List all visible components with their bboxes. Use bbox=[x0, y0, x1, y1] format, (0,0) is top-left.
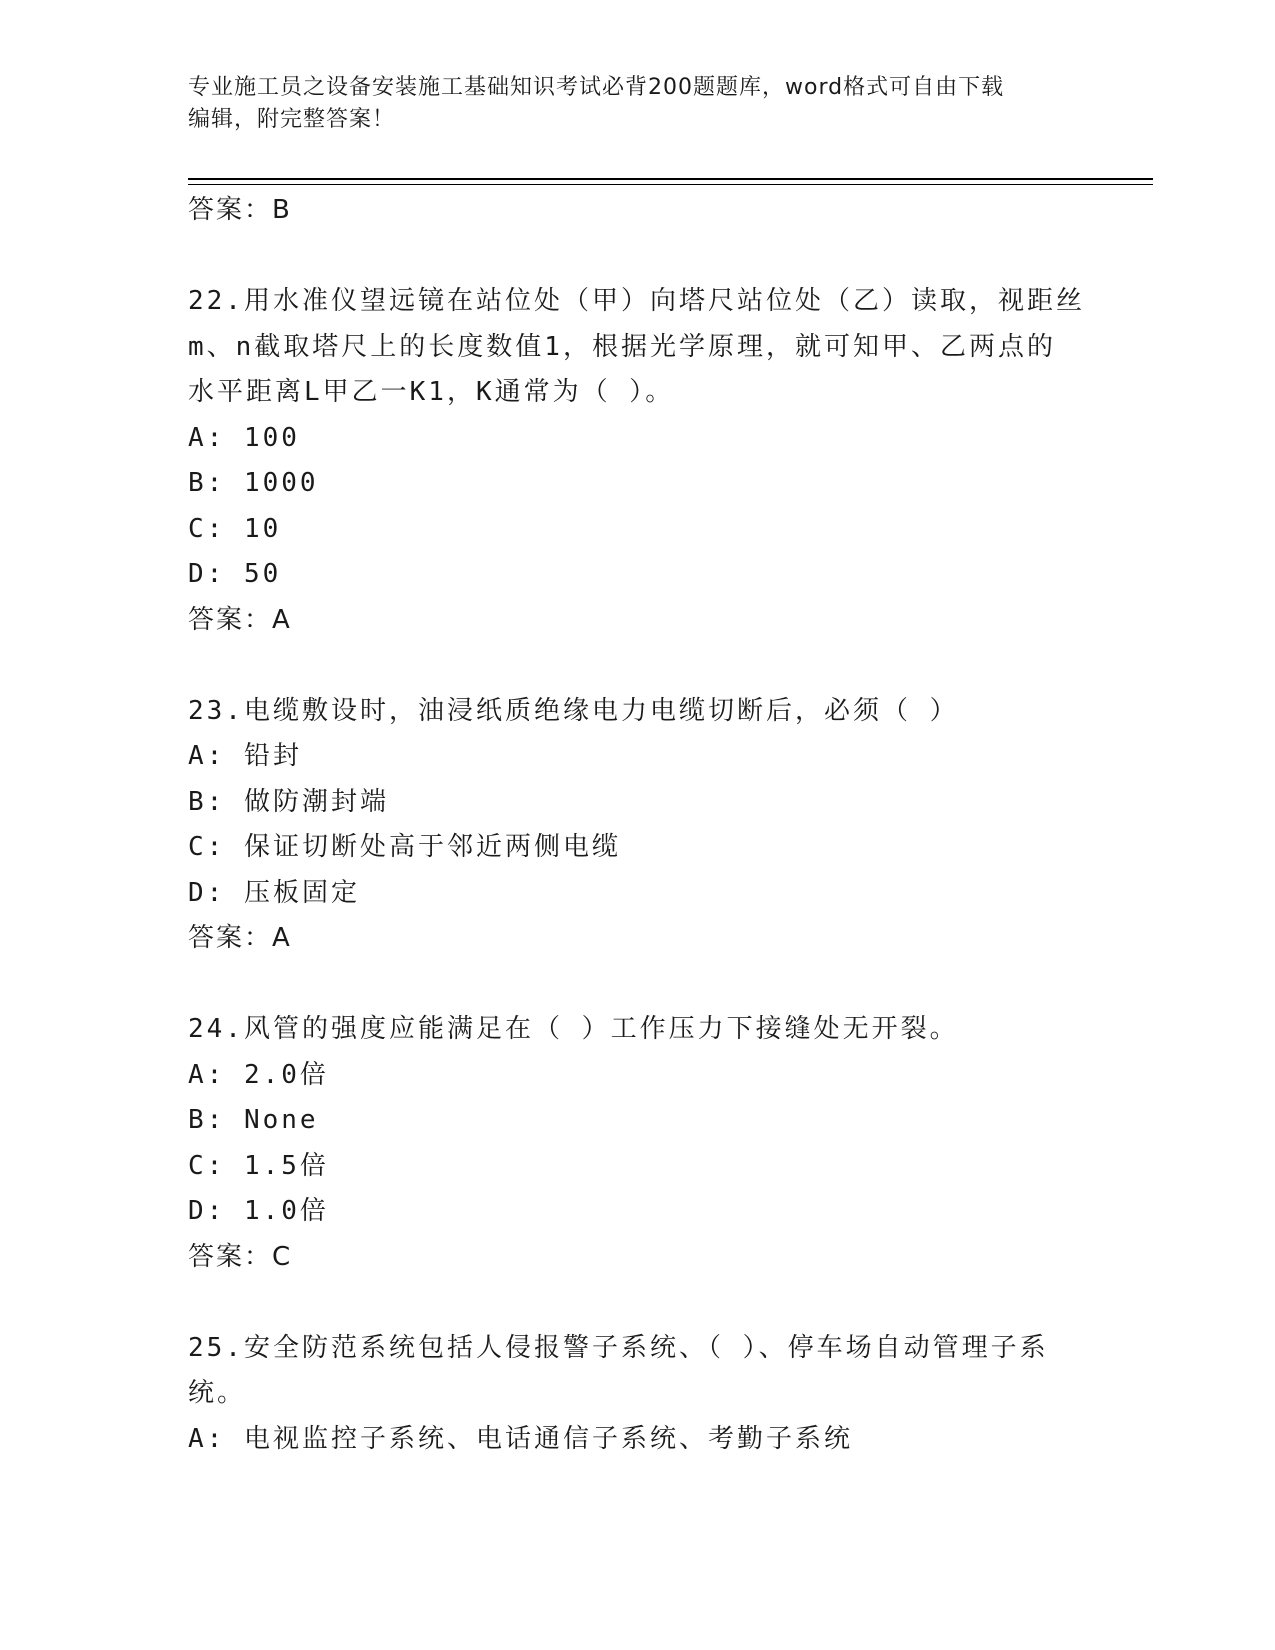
question-text: 统。 bbox=[188, 1378, 247, 1408]
option-a: A: 100 bbox=[188, 422, 300, 453]
header-line-2: 编辑，附完整答案！ bbox=[188, 107, 396, 132]
option-c: C: 保证切断处高于邻近两侧电缆 bbox=[188, 832, 621, 862]
document-header bbox=[188, 72, 1088, 136]
option-b: B: None bbox=[188, 1105, 319, 1135]
question-25 bbox=[188, 1326, 1088, 1463]
question-text: 23.电缆敷设时，油浸纸质绝缘电力电缆切断后，必须（ ） bbox=[188, 695, 959, 726]
question-text: 水平距离L甲乙一K1，K通常为（ ）。 bbox=[188, 377, 675, 407]
question-text: 22.用水准仪望远镜在站位处（甲）向塔尺站位处（乙）读取，视距丝 bbox=[188, 286, 1085, 316]
option-d: D: 压板固定 bbox=[188, 877, 360, 908]
question-22 bbox=[188, 279, 1088, 643]
answer-line: 答案：A bbox=[188, 604, 292, 635]
question-list bbox=[188, 188, 1088, 1462]
header-rule bbox=[188, 178, 1153, 180]
option-c: C: 1.5倍 bbox=[188, 1150, 329, 1181]
option-a: A: 电视监控子系统、电话通信子系统、考勤子系统 bbox=[188, 1423, 853, 1454]
question-text: 25.安全防范系统包括人侵报警子系统、（ ）、停车场自动管理子系 bbox=[188, 1332, 1049, 1363]
question-text: m、n截取塔尺上的长度数值1，根据光学原理，就可知甲、乙两点的 bbox=[188, 331, 1056, 362]
option-b: B: 1000 bbox=[188, 468, 319, 498]
answer-line: 答案：C bbox=[188, 1241, 293, 1272]
spacer bbox=[188, 1280, 1088, 1326]
spacer bbox=[188, 234, 1088, 280]
question-24 bbox=[188, 1007, 1088, 1280]
option-d: D: 50 bbox=[188, 559, 282, 589]
option-b: B: 做防潮封端 bbox=[188, 786, 389, 817]
spacer bbox=[188, 643, 1088, 689]
header-line-1: 专业施工员之设备安装施工基础知识考试必背200题题库，word格式可自由下载 bbox=[188, 75, 1005, 100]
header-rule-thin bbox=[188, 184, 1153, 185]
spacer bbox=[188, 962, 1088, 1008]
question-text: 24.风管的强度应能满足在（ ）工作压力下接缝处无开裂。 bbox=[188, 1014, 959, 1044]
answer-line: 答案：A bbox=[188, 923, 292, 953]
option-c: C: 10 bbox=[188, 513, 282, 544]
option-a: A: 铅封 bbox=[188, 741, 302, 771]
question-23 bbox=[188, 689, 1088, 962]
answer-line: 答案：B bbox=[188, 195, 292, 225]
option-d: D: 1.0倍 bbox=[188, 1196, 329, 1226]
option-a: A: 2.0倍 bbox=[188, 1059, 329, 1090]
